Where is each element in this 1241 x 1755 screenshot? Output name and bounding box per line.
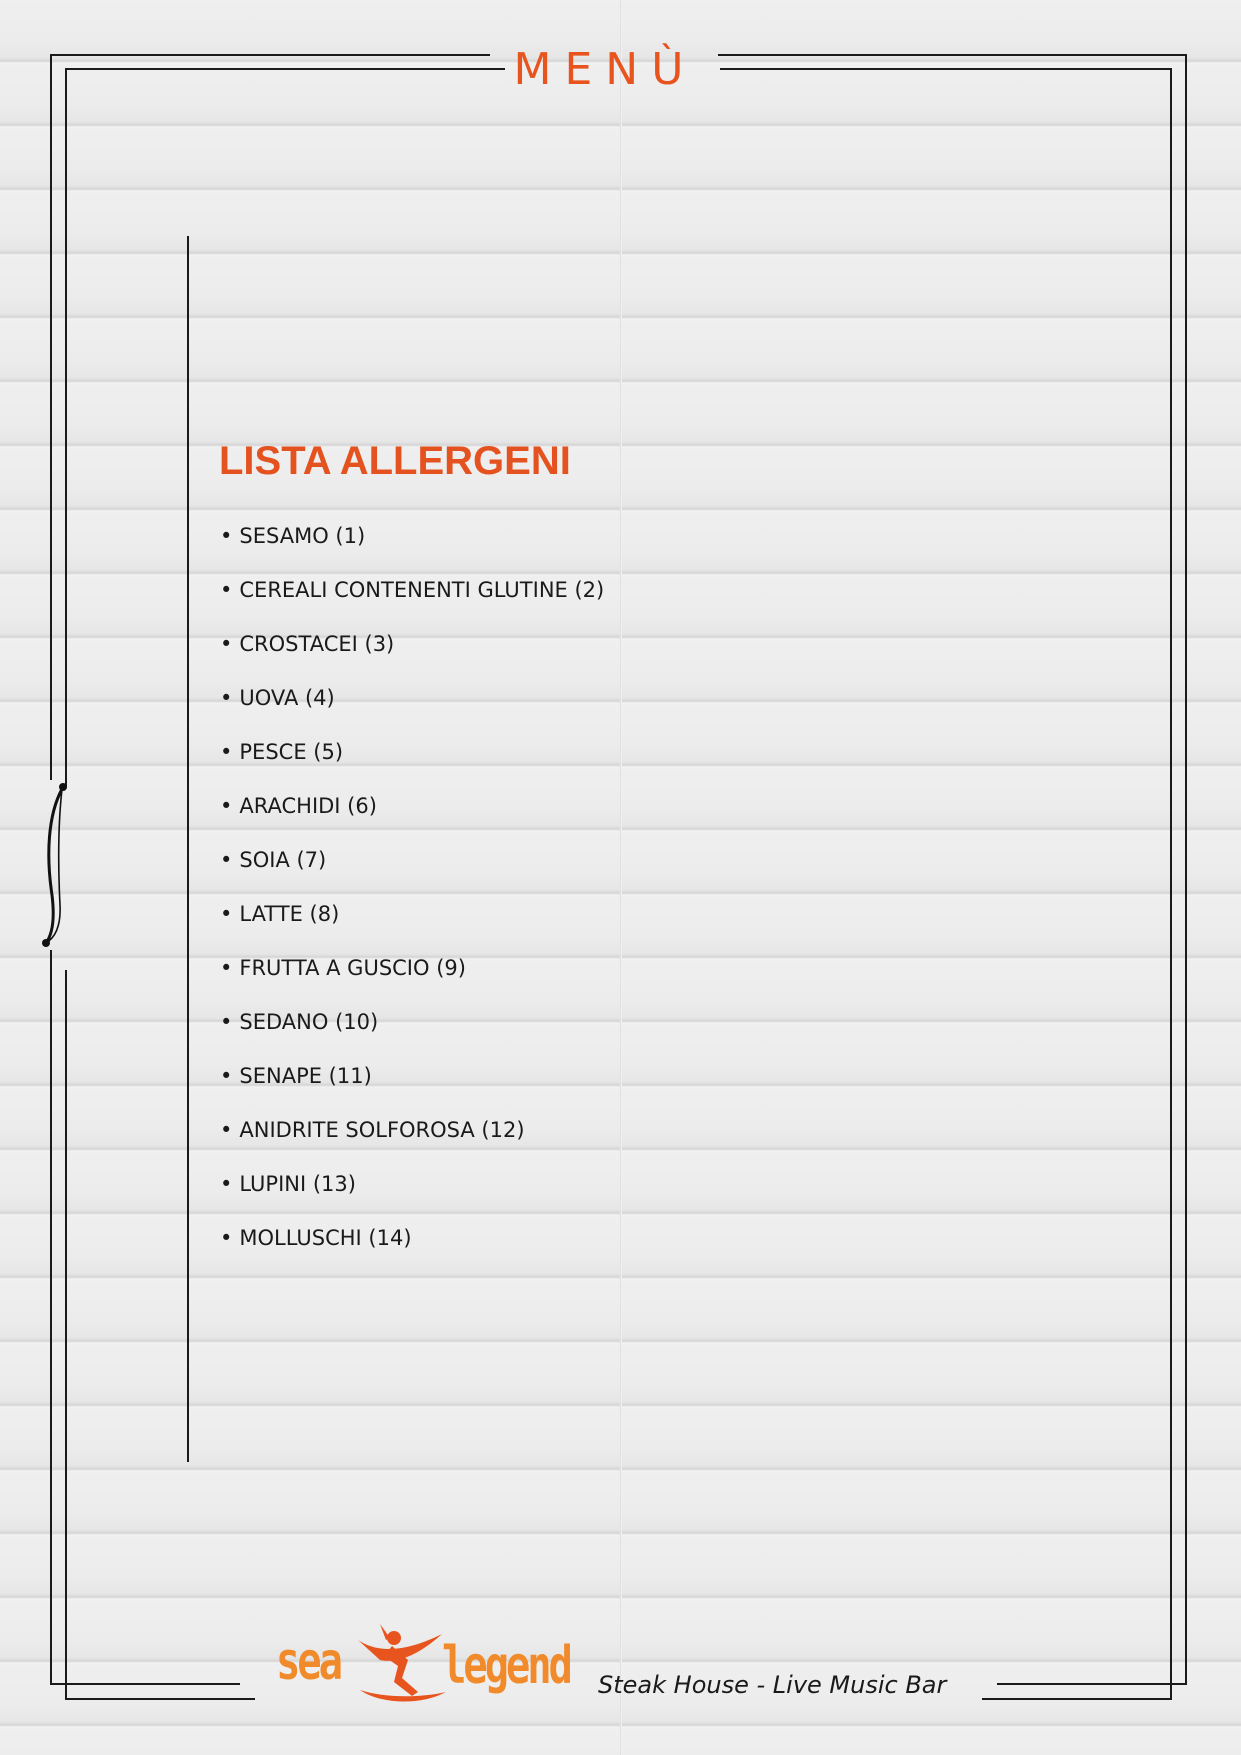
frame-outer-bottom-left (50, 1683, 240, 1685)
allergen-list-title: LISTA ALLERGENI (219, 439, 571, 483)
menu-title: MENÙ (513, 44, 697, 95)
bullet: • (220, 902, 233, 926)
frame-outer-left-lower (50, 950, 52, 1685)
allergen-item (220, 842, 604, 896)
bullet: • (220, 1118, 233, 1142)
bullet: • (220, 1226, 233, 1250)
frame-inner-left-upper (65, 68, 67, 787)
allergen-item (220, 896, 604, 950)
allergen-item (220, 626, 604, 680)
frame-inner-right (1170, 68, 1172, 1700)
allergen-label: SENAPE (11) (239, 1064, 372, 1088)
allergen-item (220, 1220, 604, 1274)
bullet: • (220, 578, 233, 602)
allergen-item (220, 950, 604, 1004)
allergen-label: SEDANO (10) (239, 1010, 379, 1034)
bullet: • (220, 524, 233, 548)
allergen-item (220, 788, 604, 842)
frame-outer-bottom-right (997, 1683, 1187, 1685)
bullet: • (220, 740, 233, 764)
frame-inner-top-right (720, 68, 1172, 70)
allergen-item (220, 518, 604, 572)
content-side-rule (187, 236, 189, 1462)
allergen-label: CROSTACEI (3) (239, 632, 395, 656)
allergen-label: MOLLUSCHI (14) (239, 1226, 412, 1250)
scroll-flourish-icon (40, 775, 74, 955)
page-fold (620, 0, 622, 1755)
allergen-list (220, 518, 604, 1274)
allergen-label: LUPINI (13) (239, 1172, 356, 1196)
allergen-item (220, 1112, 604, 1166)
bullet: • (220, 1172, 233, 1196)
tagline: Steak House - Live Music Bar (598, 1671, 947, 1699)
bullet: • (220, 1010, 233, 1034)
frame-outer-top-right (718, 54, 1187, 56)
allergen-label: SOIA (7) (239, 848, 327, 872)
bullet: • (220, 794, 233, 818)
allergen-label: ANIDRITE SOLFOROSA (12) (239, 1118, 525, 1142)
frame-inner-top-left (65, 68, 505, 70)
allergen-item (220, 680, 604, 734)
bullet: • (220, 848, 233, 872)
footer (270, 1620, 970, 1715)
frame-outer-right (1185, 54, 1187, 1685)
frame-inner-bottom-left (65, 1698, 255, 1700)
allergen-label: ARACHIDI (6) (239, 794, 377, 818)
logo-word-sea: sea (276, 1632, 340, 1692)
allergen-label: LATTE (8) (239, 902, 340, 926)
frame-outer-left-upper (50, 54, 52, 780)
bullet: • (220, 686, 233, 710)
allergen-label: FRUTTA A GUSCIO (9) (239, 956, 466, 980)
logo-word-legend: legend (442, 1636, 570, 1696)
bullet: • (220, 632, 233, 656)
allergen-item (220, 1058, 604, 1112)
frame-inner-bottom-right (982, 1698, 1172, 1700)
allergen-label: PESCE (5) (239, 740, 344, 764)
bullet: • (220, 956, 233, 980)
allergen-item (220, 1004, 604, 1058)
allergen-item (220, 572, 604, 626)
allergen-label: CEREALI CONTENENTI GLUTINE (2) (239, 578, 605, 602)
allergen-item (220, 1166, 604, 1220)
surfer-icon (350, 1620, 450, 1710)
frame-outer-top-left (50, 54, 490, 56)
allergen-item (220, 734, 604, 788)
frame-inner-left-lower (65, 970, 67, 1700)
allergen-label: SESAMO (1) (239, 524, 366, 548)
bullet: • (220, 1064, 233, 1088)
allergen-label: UOVA (4) (239, 686, 335, 710)
